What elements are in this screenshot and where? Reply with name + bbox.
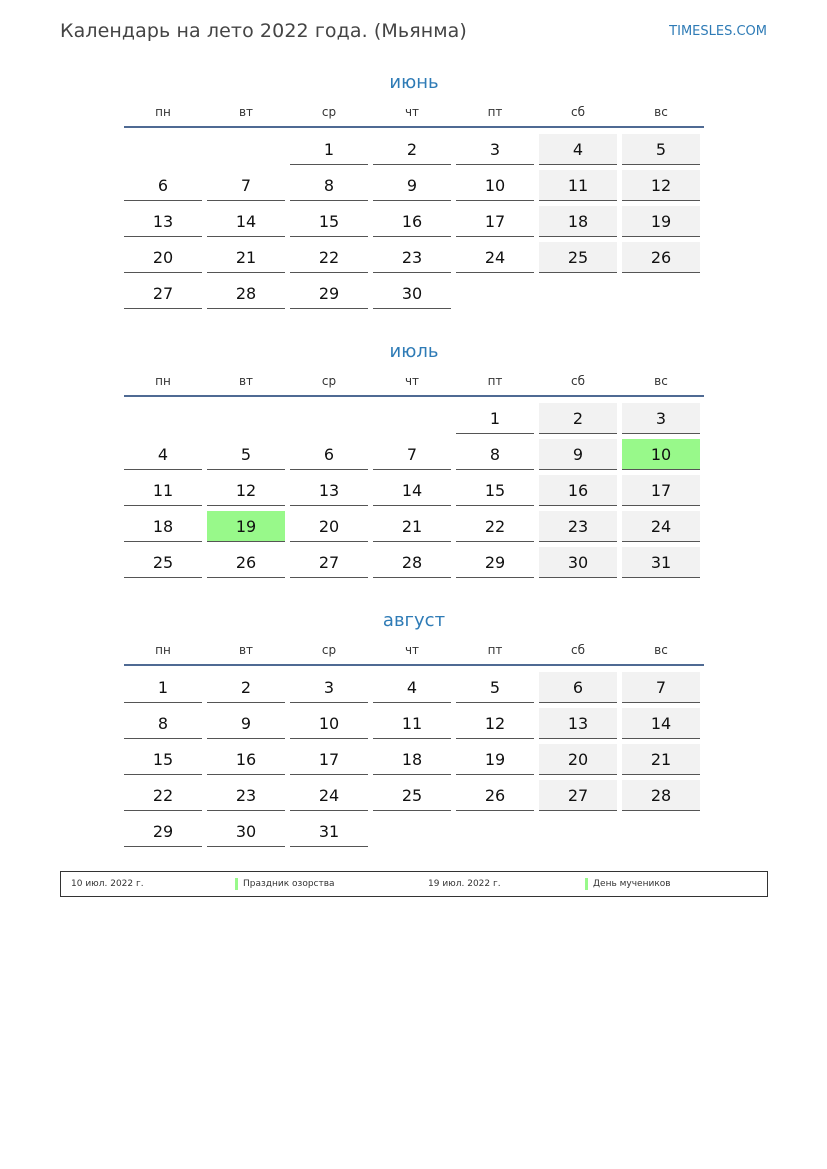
day-cell: 29 <box>456 547 534 578</box>
day-cell: 27 <box>290 547 368 578</box>
day-cell: 16 <box>207 744 285 775</box>
day-cell: 20 <box>124 242 202 273</box>
day-cell: 23 <box>207 780 285 811</box>
day-cell: 10 <box>290 708 368 739</box>
month-grid <box>124 132 704 312</box>
day-cell: 28 <box>373 547 451 578</box>
weekday-label: вт <box>238 374 254 388</box>
weekday-label: сб <box>571 105 585 119</box>
week-row <box>124 706 704 742</box>
weekday-label: чт <box>404 374 420 388</box>
empty-day-cell <box>373 816 451 847</box>
day-cell: 28 <box>207 278 285 309</box>
weekend-day-cell: 9 <box>539 439 617 470</box>
day-cell: 23 <box>373 242 451 273</box>
weekend-day-cell: 4 <box>539 134 617 165</box>
holiday-color-marker <box>235 878 238 890</box>
weekday-label: пн <box>155 374 171 388</box>
holiday-day-cell: 19 <box>207 511 285 542</box>
empty-day-cell <box>124 134 202 165</box>
empty-day-cell <box>539 278 617 309</box>
day-cell: 3 <box>456 134 534 165</box>
day-cell: 9 <box>207 708 285 739</box>
day-cell: 11 <box>124 475 202 506</box>
holiday-color-marker <box>585 878 588 890</box>
weekend-day-cell: 19 <box>622 206 700 237</box>
week-row <box>124 778 704 814</box>
weekday-label: вт <box>238 105 254 119</box>
weekend-day-cell: 27 <box>539 780 617 811</box>
weekday-label: пт <box>487 105 503 119</box>
day-cell: 21 <box>373 511 451 542</box>
day-cell: 13 <box>290 475 368 506</box>
day-cell: 24 <box>290 780 368 811</box>
empty-day-cell <box>207 403 285 434</box>
month-july <box>124 341 704 581</box>
empty-day-cell <box>373 403 451 434</box>
day-cell: 2 <box>207 672 285 703</box>
day-cell: 2 <box>373 134 451 165</box>
weekend-day-cell: 17 <box>622 475 700 506</box>
holiday-legend <box>60 871 768 897</box>
day-cell: 6 <box>290 439 368 470</box>
weekday-header <box>124 373 704 397</box>
day-cell: 24 <box>456 242 534 273</box>
week-row <box>124 545 704 581</box>
day-cell: 17 <box>290 744 368 775</box>
day-cell: 14 <box>373 475 451 506</box>
weekday-label: вс <box>654 374 668 388</box>
weekend-day-cell: 25 <box>539 242 617 273</box>
day-cell: 29 <box>290 278 368 309</box>
weekday-label: чт <box>404 105 420 119</box>
empty-day-cell <box>622 816 700 847</box>
empty-day-cell <box>456 816 534 847</box>
month-june <box>124 72 704 312</box>
day-cell: 8 <box>290 170 368 201</box>
day-cell: 15 <box>124 744 202 775</box>
empty-day-cell <box>207 134 285 165</box>
weekday-label: ср <box>321 374 337 388</box>
month-title: июль <box>389 341 439 362</box>
legend-date: 10 июл. 2022 г. <box>71 879 144 889</box>
empty-day-cell <box>290 403 368 434</box>
weekday-label: ср <box>321 105 337 119</box>
week-row <box>124 670 704 706</box>
weekend-day-cell: 7 <box>622 672 700 703</box>
day-cell: 9 <box>373 170 451 201</box>
month-grid <box>124 401 704 581</box>
day-cell: 6 <box>124 170 202 201</box>
week-row <box>124 742 704 778</box>
weekend-day-cell: 21 <box>622 744 700 775</box>
weekend-day-cell: 3 <box>622 403 700 434</box>
day-cell: 11 <box>373 708 451 739</box>
day-cell: 5 <box>456 672 534 703</box>
weekend-day-cell: 26 <box>622 242 700 273</box>
weekend-day-cell: 24 <box>622 511 700 542</box>
week-row <box>124 437 704 473</box>
day-cell: 12 <box>207 475 285 506</box>
day-cell: 22 <box>290 242 368 273</box>
day-cell: 25 <box>373 780 451 811</box>
weekend-day-cell: 18 <box>539 206 617 237</box>
empty-day-cell <box>456 278 534 309</box>
month-august <box>124 610 704 850</box>
day-cell: 7 <box>207 170 285 201</box>
legend-date: 19 июл. 2022 г. <box>428 879 501 889</box>
day-cell: 18 <box>373 744 451 775</box>
weekend-day-cell: 30 <box>539 547 617 578</box>
day-cell: 25 <box>124 547 202 578</box>
day-cell: 1 <box>290 134 368 165</box>
week-row <box>124 401 704 437</box>
day-cell: 5 <box>207 439 285 470</box>
day-cell: 8 <box>124 708 202 739</box>
holiday-day-cell: 10 <box>622 439 700 470</box>
weekday-header <box>124 642 704 666</box>
day-cell: 30 <box>373 278 451 309</box>
day-cell: 26 <box>456 780 534 811</box>
day-cell: 12 <box>456 708 534 739</box>
weekday-label: пн <box>155 105 171 119</box>
week-row <box>124 132 704 168</box>
legend-holiday-name: День мучеников <box>593 879 671 889</box>
weekend-day-cell: 12 <box>622 170 700 201</box>
week-row <box>124 240 704 276</box>
day-cell: 7 <box>373 439 451 470</box>
day-cell: 29 <box>124 816 202 847</box>
day-cell: 1 <box>124 672 202 703</box>
day-cell: 3 <box>290 672 368 703</box>
weekend-day-cell: 31 <box>622 547 700 578</box>
day-cell: 8 <box>456 439 534 470</box>
day-cell: 30 <box>207 816 285 847</box>
weekday-label: сб <box>571 374 585 388</box>
day-cell: 31 <box>290 816 368 847</box>
empty-day-cell <box>124 403 202 434</box>
day-cell: 4 <box>124 439 202 470</box>
empty-day-cell <box>539 816 617 847</box>
day-cell: 17 <box>456 206 534 237</box>
weekday-label: сб <box>571 643 585 657</box>
day-cell: 15 <box>456 475 534 506</box>
week-row <box>124 168 704 204</box>
day-cell: 22 <box>124 780 202 811</box>
month-title: август <box>382 610 446 631</box>
day-cell: 20 <box>290 511 368 542</box>
weekday-label: пн <box>155 643 171 657</box>
day-cell: 14 <box>207 206 285 237</box>
day-cell: 21 <box>207 242 285 273</box>
day-cell: 1 <box>456 403 534 434</box>
weekday-label: вс <box>654 643 668 657</box>
week-row <box>124 814 704 850</box>
weekend-day-cell: 20 <box>539 744 617 775</box>
day-cell: 4 <box>373 672 451 703</box>
week-row <box>124 276 704 312</box>
day-cell: 22 <box>456 511 534 542</box>
weekend-day-cell: 16 <box>539 475 617 506</box>
weekday-label: вс <box>654 105 668 119</box>
weekend-day-cell: 11 <box>539 170 617 201</box>
weekend-day-cell: 13 <box>539 708 617 739</box>
day-cell: 19 <box>456 744 534 775</box>
month-title: июнь <box>389 72 439 93</box>
day-cell: 26 <box>207 547 285 578</box>
week-row <box>124 204 704 240</box>
month-grid <box>124 670 704 850</box>
weekend-day-cell: 28 <box>622 780 700 811</box>
empty-day-cell <box>622 278 700 309</box>
weekday-label: чт <box>404 643 420 657</box>
weekend-day-cell: 14 <box>622 708 700 739</box>
weekday-label: пт <box>487 374 503 388</box>
weekend-day-cell: 2 <box>539 403 617 434</box>
day-cell: 27 <box>124 278 202 309</box>
legend-holiday-name: Праздник озорства <box>243 879 335 889</box>
day-cell: 15 <box>290 206 368 237</box>
site-link[interactable]: TIMESLES.COM <box>669 24 767 39</box>
weekday-label: пт <box>487 643 503 657</box>
weekday-label: вт <box>238 643 254 657</box>
weekend-day-cell: 6 <box>539 672 617 703</box>
day-cell: 10 <box>456 170 534 201</box>
weekend-day-cell: 5 <box>622 134 700 165</box>
week-row <box>124 509 704 545</box>
weekday-header <box>124 104 704 128</box>
day-cell: 13 <box>124 206 202 237</box>
day-cell: 16 <box>373 206 451 237</box>
week-row <box>124 473 704 509</box>
weekday-label: ср <box>321 643 337 657</box>
day-cell: 18 <box>124 511 202 542</box>
weekend-day-cell: 23 <box>539 511 617 542</box>
page-title: Календарь на лето 2022 года. (Мьянма) <box>60 20 467 42</box>
